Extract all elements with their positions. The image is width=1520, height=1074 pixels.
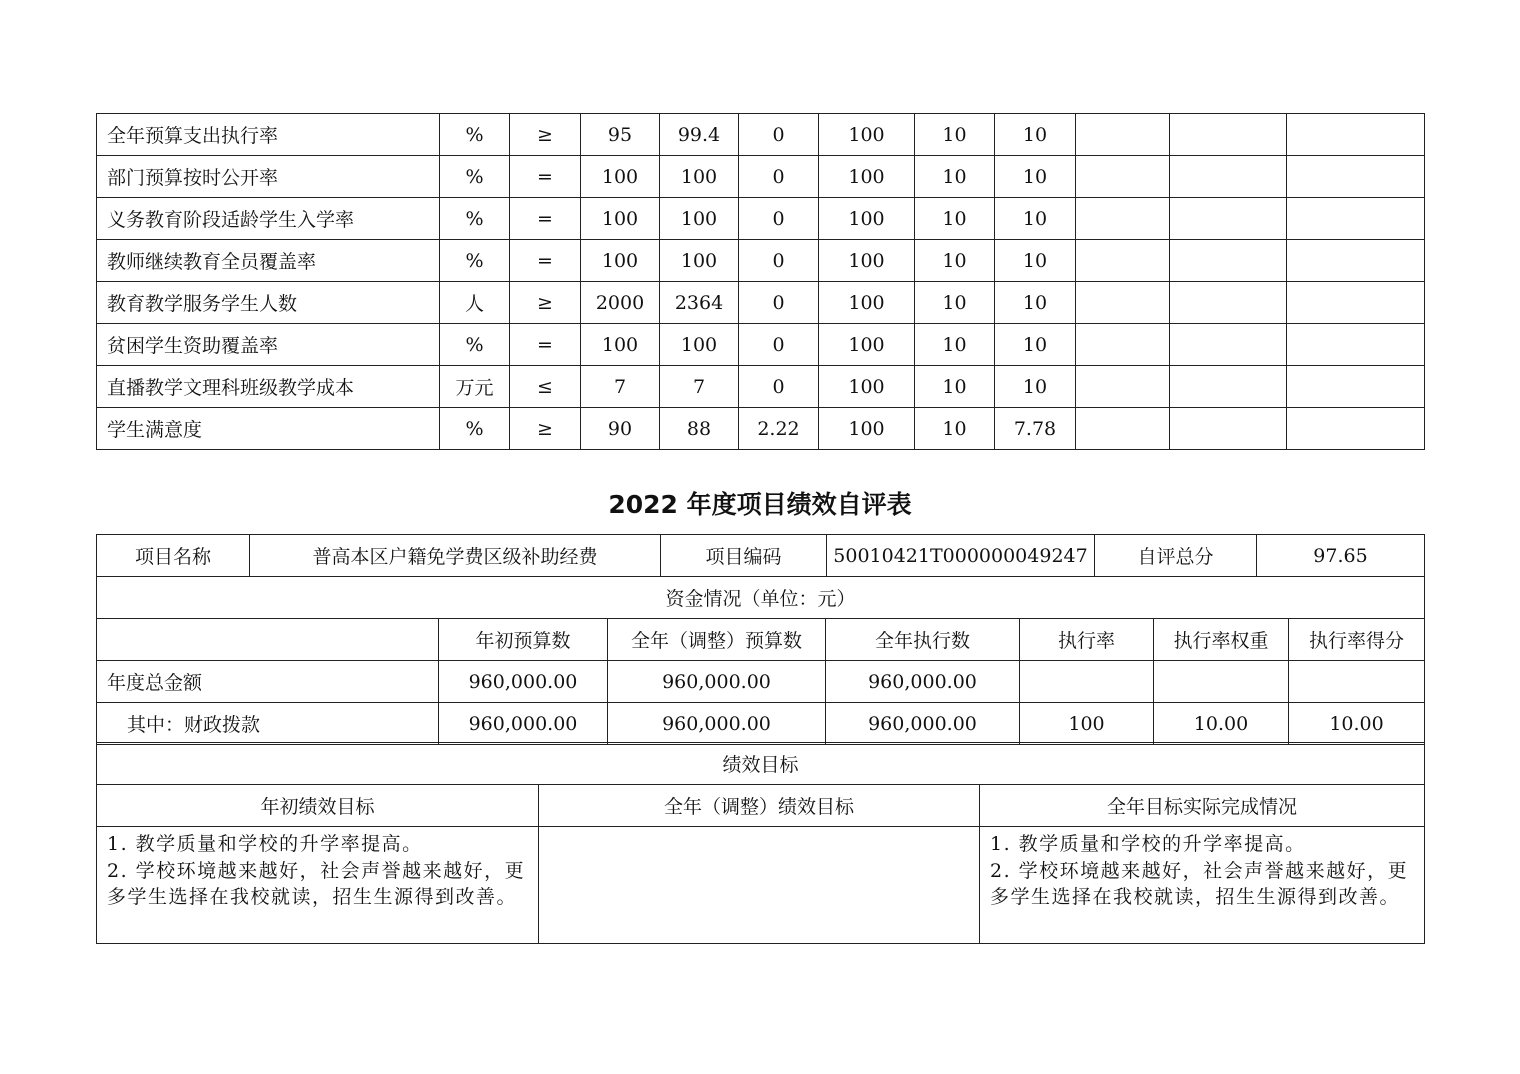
self-score-value: 97.65 [1257, 535, 1425, 577]
indicator-row [97, 198, 1425, 240]
indicator-empty-cell [1170, 324, 1287, 366]
indicator-op-cell: = [510, 198, 581, 240]
project-name-label: 项目名称 [97, 535, 250, 577]
indicator-empty-cell [1287, 324, 1425, 366]
funds-cell: 10.00 [1154, 703, 1289, 745]
indicator-weight-cell: 10 [915, 240, 995, 282]
indicator-row [97, 114, 1425, 156]
indicator-weight-cell: 10 [915, 198, 995, 240]
indicator-empty-cell [1170, 198, 1287, 240]
goals-header-row [97, 785, 1425, 827]
indicator-pct-cell: 100 [819, 366, 915, 408]
indicator-empty-cell [1170, 114, 1287, 156]
goals-section-label: 绩效目标 [97, 743, 1425, 785]
funds-header-row [97, 619, 1425, 661]
indicator-name-cell: 直播教学文理科班级教学成本 [97, 366, 440, 408]
funds-cell [1289, 661, 1425, 703]
indicator-empty-cell [1170, 408, 1287, 450]
funds-cell: 960,000.00 [439, 703, 608, 745]
funds-cell: 100 [1020, 703, 1154, 745]
funds-section-label: 资金情况（单位：元） [97, 577, 1425, 619]
indicator-empty-cell [1076, 282, 1170, 324]
indicator-empty-cell [1287, 240, 1425, 282]
indicator-op-cell: ≥ [510, 282, 581, 324]
indicator-name-cell: 义务教育阶段适龄学生入学率 [97, 198, 440, 240]
indicator-empty-cell [1170, 240, 1287, 282]
indicator-op-cell: ≥ [510, 114, 581, 156]
indicator-op-cell: = [510, 240, 581, 282]
funds-header-blank [97, 619, 439, 661]
indicator-weight-cell: 10 [915, 282, 995, 324]
indicator-target-cell: 100 [581, 324, 660, 366]
indicator-empty-cell [1287, 198, 1425, 240]
indicator-row [97, 324, 1425, 366]
indicator-unit-cell: % [440, 198, 510, 240]
indicator-name-cell: 教育教学服务学生人数 [97, 282, 440, 324]
indicator-weight-cell: 10 [915, 366, 995, 408]
project-code-label: 项目编码 [661, 535, 827, 577]
funds-cell: 960,000.00 [439, 661, 608, 703]
indicator-actual-cell: 88 [660, 408, 739, 450]
indicator-target-cell: 100 [581, 156, 660, 198]
indicator-actual-cell: 100 [660, 240, 739, 282]
indicator-unit-cell: % [440, 156, 510, 198]
indicator-weight-cell: 10 [915, 324, 995, 366]
page-title: 2022 年度项目绩效自评表 [608, 490, 912, 519]
indicator-target-cell: 2000 [581, 282, 660, 324]
indicator-score-cell: 10 [995, 198, 1076, 240]
indicator-empty-cell [1287, 156, 1425, 198]
funds-cell: 960,000.00 [608, 661, 826, 703]
indicator-empty-cell [1076, 240, 1170, 282]
indicator-weight-cell: 10 [915, 156, 995, 198]
goals-content-row [97, 827, 1425, 944]
indicator-score-cell: 10 [995, 240, 1076, 282]
indicator-unit-cell: % [440, 240, 510, 282]
indicator-actual-cell: 7 [660, 366, 739, 408]
indicator-unit-cell: 万元 [440, 366, 510, 408]
indicator-row [97, 240, 1425, 282]
indicator-dev-cell: 0 [739, 114, 819, 156]
funds-header-rate: 执行率 [1020, 619, 1154, 661]
goals-adjusted-text [539, 827, 980, 944]
funds-header-initial: 年初预算数 [439, 619, 608, 661]
goals-actual-text: 1. 教学质量和学校的升学率提高。 2. 学校环境越来越好，社会声誉越来越好，更多学生选择在我校就读，招生生源得到改善。 [980, 827, 1425, 944]
funds-header-weight: 执行率权重 [1154, 619, 1289, 661]
indicator-empty-cell [1170, 156, 1287, 198]
indicator-empty-cell [1076, 324, 1170, 366]
funds-header-adjusted: 全年（调整）预算数 [608, 619, 826, 661]
project-name-value: 普高本区户籍免学费区级补助经费 [250, 535, 661, 577]
goals-header-initial: 年初绩效目标 [97, 785, 539, 827]
indicator-pct-cell: 100 [819, 240, 915, 282]
indicator-empty-cell [1287, 282, 1425, 324]
indicator-actual-cell: 99.4 [660, 114, 739, 156]
indicator-empty-cell [1287, 366, 1425, 408]
indicator-score-cell: 10 [995, 366, 1076, 408]
indicator-name-cell: 全年预算支出执行率 [97, 114, 440, 156]
indicator-actual-cell: 100 [660, 324, 739, 366]
indicator-row [97, 366, 1425, 408]
indicator-empty-cell [1287, 114, 1425, 156]
indicator-target-cell: 100 [581, 240, 660, 282]
indicator-name-cell: 学生满意度 [97, 408, 440, 450]
funds-table [96, 576, 1425, 745]
indicator-dev-cell: 0 [739, 282, 819, 324]
indicator-empty-cell [1076, 408, 1170, 450]
indicator-weight-cell: 10 [915, 408, 995, 450]
funds-header-score: 执行率得分 [1289, 619, 1425, 661]
indicator-actual-cell: 100 [660, 198, 739, 240]
indicator-score-cell: 10 [995, 114, 1076, 156]
indicator-empty-cell [1287, 408, 1425, 450]
indicator-name-cell: 部门预算按时公开率 [97, 156, 440, 198]
indicator-dev-cell: 0 [739, 198, 819, 240]
goals-initial-text: 1. 教学质量和学校的升学率提高。 2. 学校环境越来越好，社会声誉越来越好，更多学生选择在我校就读，招生生源得到改善。 [97, 827, 539, 944]
indicator-empty-cell [1076, 156, 1170, 198]
funds-row-label: 年度总金额 [97, 661, 439, 703]
indicator-table [96, 113, 1425, 450]
indicator-target-cell: 7 [581, 366, 660, 408]
funds-cell: 960,000.00 [608, 703, 826, 745]
indicator-target-cell: 100 [581, 198, 660, 240]
funds-cell [1020, 661, 1154, 703]
indicator-pct-cell: 100 [819, 282, 915, 324]
funds-row-label: 其中：财政拨款 [97, 703, 439, 745]
indicator-unit-cell: 人 [440, 282, 510, 324]
indicator-score-cell: 7.78 [995, 408, 1076, 450]
indicator-row [97, 282, 1425, 324]
goals-header-actual: 全年目标实际完成情况 [980, 785, 1425, 827]
indicator-dev-cell: 0 [739, 324, 819, 366]
self-score-label: 自评总分 [1095, 535, 1257, 577]
project-info-row [97, 535, 1425, 577]
funds-section-row [97, 577, 1425, 619]
indicator-name-cell: 贫困学生资助覆盖率 [97, 324, 440, 366]
indicator-score-cell: 10 [995, 156, 1076, 198]
indicator-empty-cell [1076, 114, 1170, 156]
indicator-target-cell: 95 [581, 114, 660, 156]
funds-cell: 960,000.00 [826, 703, 1020, 745]
funds-header-executed: 全年执行数 [826, 619, 1020, 661]
goals-header-adjusted: 全年（调整）绩效目标 [539, 785, 980, 827]
indicator-pct-cell: 100 [819, 408, 915, 450]
indicator-dev-cell: 0 [739, 156, 819, 198]
indicator-op-cell: = [510, 156, 581, 198]
indicator-name-cell: 教师继续教育全员覆盖率 [97, 240, 440, 282]
indicator-pct-cell: 100 [819, 114, 915, 156]
indicator-unit-cell: % [440, 408, 510, 450]
indicator-actual-cell: 100 [660, 156, 739, 198]
indicator-score-cell: 10 [995, 282, 1076, 324]
funds-cell: 960,000.00 [826, 661, 1020, 703]
indicator-pct-cell: 100 [819, 324, 915, 366]
indicator-actual-cell: 2364 [660, 282, 739, 324]
indicator-empty-cell [1076, 198, 1170, 240]
funds-row-total [97, 661, 1425, 703]
indicator-pct-cell: 100 [819, 156, 915, 198]
goals-section-row [97, 743, 1425, 785]
project-info-table [96, 534, 1425, 577]
funds-cell: 10.00 [1289, 703, 1425, 745]
indicator-score-cell: 10 [995, 324, 1076, 366]
indicator-op-cell: ≥ [510, 408, 581, 450]
indicator-weight-cell: 10 [915, 114, 995, 156]
indicator-empty-cell [1170, 282, 1287, 324]
indicator-empty-cell [1170, 366, 1287, 408]
indicator-pct-cell: 100 [819, 198, 915, 240]
goals-table [96, 742, 1425, 944]
indicator-empty-cell [1076, 366, 1170, 408]
indicator-op-cell: = [510, 324, 581, 366]
indicator-dev-cell: 0 [739, 240, 819, 282]
indicator-dev-cell: 2.22 [739, 408, 819, 450]
project-code-value: 50010421T000000049247 [827, 535, 1095, 577]
indicator-target-cell: 90 [581, 408, 660, 450]
indicator-op-cell: ≤ [510, 366, 581, 408]
funds-cell [1154, 661, 1289, 703]
indicator-row [97, 156, 1425, 198]
indicator-row [97, 408, 1425, 450]
indicator-unit-cell: % [440, 114, 510, 156]
funds-row-fiscal [97, 703, 1425, 745]
indicator-unit-cell: % [440, 324, 510, 366]
indicator-dev-cell: 0 [739, 366, 819, 408]
